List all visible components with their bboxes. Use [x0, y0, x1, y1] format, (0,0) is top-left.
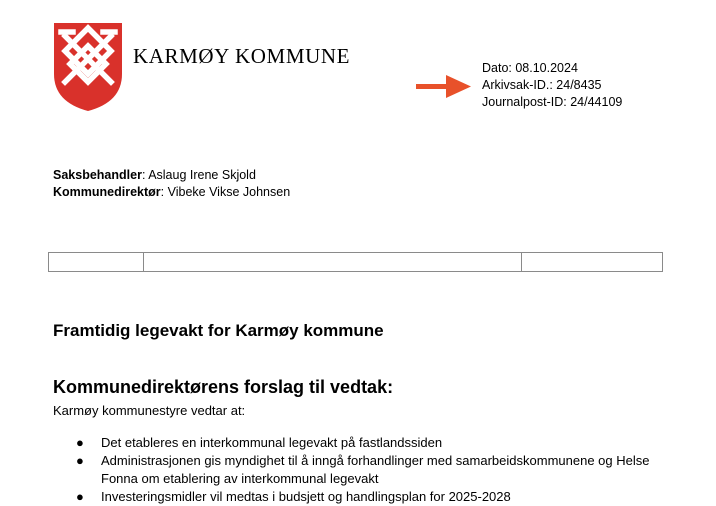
reference-cell	[144, 253, 522, 271]
director-label: Kommunedirektør	[53, 185, 161, 199]
director-name: : Vibeke Vikse Johnsen	[160, 185, 291, 199]
bullet-icon: ●	[76, 435, 84, 450]
list-item-text: Det etableres en interkommunal legevakt på fastlandssiden	[101, 435, 443, 450]
responsible-persons	[53, 167, 290, 201]
proposal-intro: Karmøy kommunestyre vedtar at:	[53, 403, 246, 418]
list-item-text: Investeringsmidler vil medtas i budsjett og handlingsplan for 2025-2028	[101, 489, 511, 504]
karmoy-coat-of-arms-icon	[53, 22, 123, 112]
proposal-heading: Kommunedirektørens forslag til vedtak:	[53, 377, 394, 397]
archive-case-id: Arkivsak-ID.: 24/8435	[482, 78, 602, 92]
bullet-icon: ●	[76, 453, 84, 468]
list-item	[53, 452, 653, 488]
document-metadata	[482, 60, 622, 111]
list-item-text: Administrasjonen gis myndighet til å inngå forhandlinger med samarbeidskommunene og Helse Fonna om etablering av interkommunal legevakt	[101, 453, 650, 486]
list-item	[53, 434, 653, 452]
arrow-right-icon	[414, 74, 472, 100]
director-line	[53, 184, 290, 201]
reference-cell	[49, 253, 144, 271]
proposal-list	[53, 434, 653, 506]
organization-name: KARMØY KOMMUNE	[133, 44, 351, 68]
case-title: Framtidig legevakt for Karmøy kommune	[53, 321, 384, 340]
reference-cell	[522, 253, 662, 271]
list-item	[53, 488, 653, 506]
case-officer-name: : Aslaug Irene Skjold	[141, 168, 256, 182]
reference-table	[48, 252, 663, 272]
case-officer-line	[53, 167, 290, 184]
document-date: Dato: 08.10.2024	[482, 61, 578, 75]
journal-post-id: Journalpost-ID: 24/44109	[482, 95, 623, 109]
bullet-icon: ●	[76, 489, 84, 504]
case-officer-label: Saksbehandler	[53, 168, 142, 182]
